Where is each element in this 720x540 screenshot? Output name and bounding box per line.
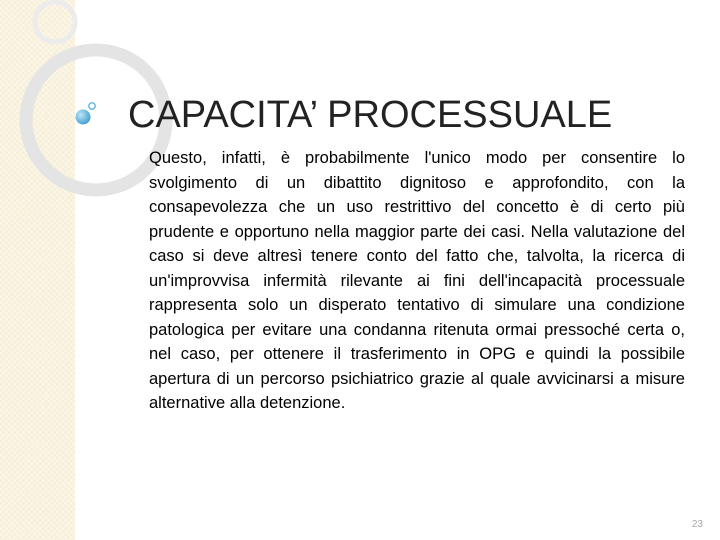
slide-body-text: Questo, infatti, è probabilmente l'unico modo per consentire lo svolgimento di un dibattito dignitoso e approfondito, con la consapevolezza che un uso restrittivo del concetto è di certo più prudente e opportuno nella maggior parte dei casi. Nella valutazione del caso si deve altresì tenere conto del fatto che, talvolta, la ricerca di un'improvvisa infermità rilevante ai fini dell'incapacità processuale rappresenta solo un disperato tentativo di simulare una condizione patologica per evitare una condanna ritenuta ormai pressoché certa o, nel caso, per ottenere il trasferimento in OPG e quindi la possibile apertura di un percorso psichiatrico grazie al quale avvicinarsi a misure alternative alla detenzione. <box>149 149 685 412</box>
slide-title: CAPACITA’ PROCESSUALE <box>128 94 613 136</box>
decorative-dot-outline <box>89 103 95 109</box>
title-bullet-icon <box>76 110 91 125</box>
page-number: 23 <box>691 519 703 530</box>
decorative-ring-small <box>35 2 75 42</box>
